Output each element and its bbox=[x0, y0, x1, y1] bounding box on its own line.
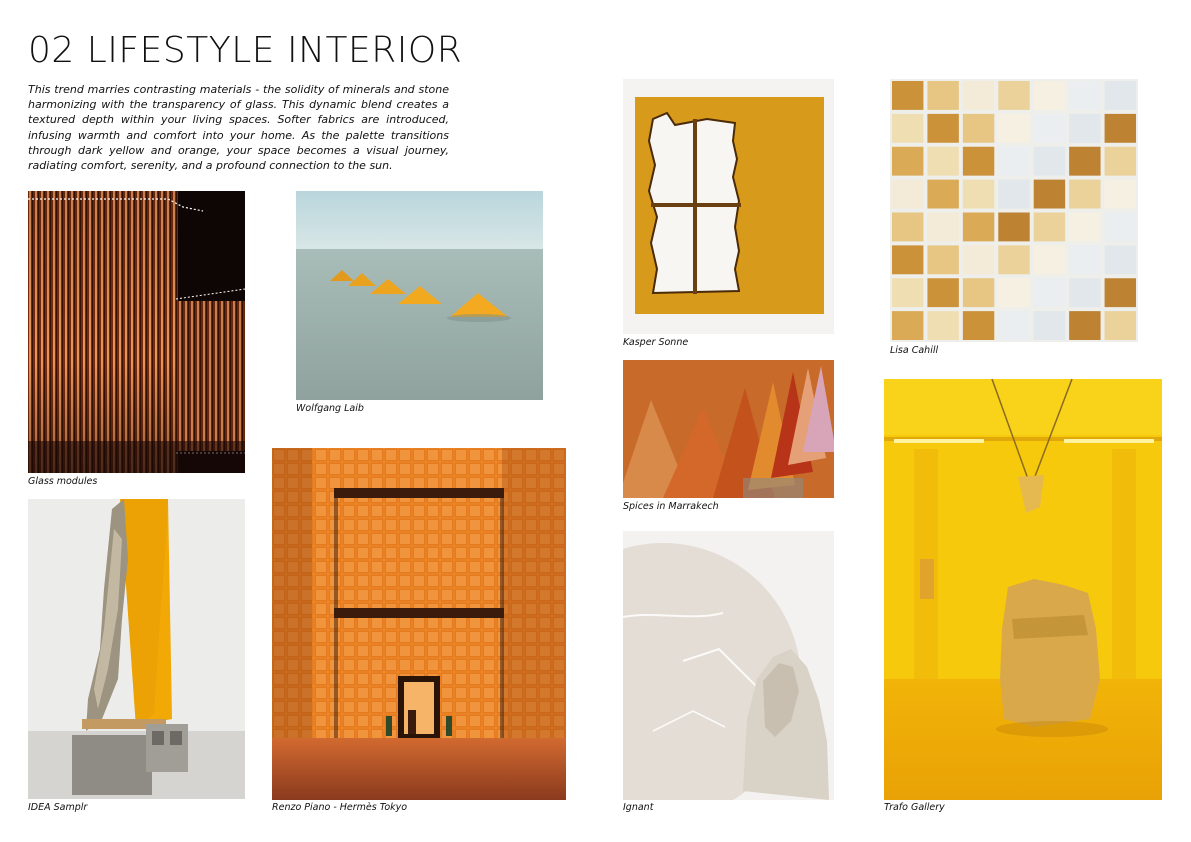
glass-modules-photo bbox=[28, 191, 245, 473]
lisa-cahill-caption: Lisa Cahill bbox=[890, 345, 939, 356]
renzo-piano-caption: Renzo Piano - Hermès Tokyo bbox=[272, 802, 408, 813]
page-title: 02 LIFESTYLE INTERIOR bbox=[28, 30, 463, 71]
wolfgang-laib-caption: Wolfgang Laib bbox=[296, 403, 364, 414]
intro-paragraph: This trend marries contrasting materials - the solidity of minerals and stone harmonizing with the transparency of glass. This dynamic blend creates a textured depth within your living spaces. Softer fabrics are introduced, infusing warmth and comfort into your home. As the palette transitions through dark yellow and orange, your space becomes a visual journey, radiating comfort, serenity, and a profound connection to the sun. bbox=[28, 83, 449, 173]
ignant-photo bbox=[623, 531, 834, 800]
idea-samplr-caption: IDEA Samplr bbox=[28, 802, 88, 813]
trafo-gallery-photo bbox=[884, 379, 1162, 800]
lisa-cahill-photo bbox=[890, 79, 1138, 342]
wolfgang-laib-photo bbox=[296, 191, 543, 400]
idea-samplr-photo bbox=[28, 499, 245, 799]
renzo-piano-photo bbox=[272, 448, 566, 800]
spices-photo bbox=[623, 360, 834, 498]
trafo-gallery-caption: Trafo Gallery bbox=[884, 802, 945, 813]
kasper-sonne-caption: Kasper Sonne bbox=[623, 337, 689, 348]
kasper-sonne-photo bbox=[623, 79, 834, 334]
spices-caption: Spices in Marrakech bbox=[623, 501, 719, 512]
glass-modules-caption: Glass modules bbox=[28, 476, 98, 487]
ignant-caption: Ignant bbox=[623, 802, 654, 813]
